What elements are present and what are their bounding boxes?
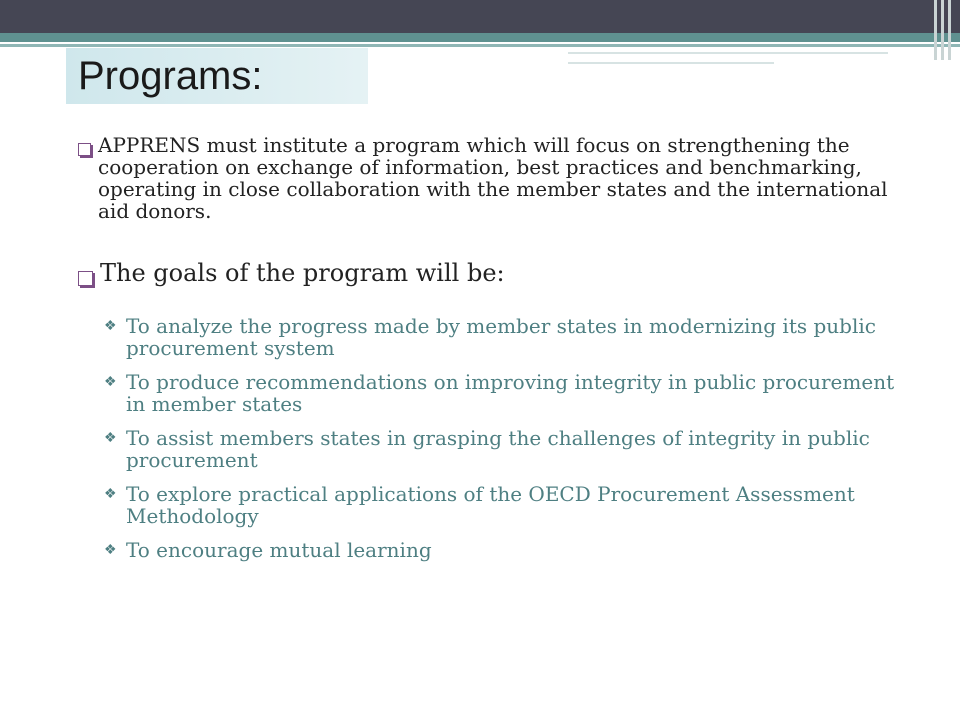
diamond-bullet-icon: ❖: [104, 430, 117, 446]
list-item: [104, 483, 908, 527]
diamond-bullet-icon: ❖: [104, 486, 117, 502]
accent-thin-line: [0, 44, 960, 47]
accent-bar: [0, 33, 960, 42]
list-item: [104, 539, 908, 561]
intro-paragraph: APPRENS must institute a program which will focus on strengthening the cooperation on exchange of information, best practices and benchmarking, operating in close collaboration with the member states and the international aid donors.: [98, 133, 888, 223]
list-item: [104, 371, 908, 415]
goal-text: To analyze the progress made by member states in modernizing its public procurement system: [126, 314, 876, 360]
square-bullet-icon: [78, 138, 98, 160]
list-item: [104, 315, 908, 359]
decorative-line: [568, 52, 888, 54]
decorative-stripe: [941, 0, 944, 60]
decorative-stripe: [934, 0, 937, 60]
intro-bullet: [78, 134, 908, 222]
decorative-stripe: [948, 0, 951, 60]
goals-list: [104, 315, 908, 561]
goals-bullet: [78, 258, 908, 293]
top-banner-bar: [0, 0, 960, 33]
diamond-bullet-icon: ❖: [104, 542, 117, 558]
list-item: [104, 427, 908, 471]
slide-content: [78, 134, 908, 573]
slide-title: Programs:: [78, 54, 263, 98]
diamond-bullet-icon: ❖: [104, 318, 117, 334]
square-bullet-icon: [78, 263, 100, 293]
goal-text: To explore practical applications of the OECD Procurement Assessment Methodology: [126, 482, 855, 528]
goal-text: To encourage mutual learning: [126, 538, 432, 562]
decorative-line: [568, 62, 774, 64]
goals-heading: The goals of the program will be:: [100, 259, 505, 287]
goal-text: To assist members states in grasping the challenges of integrity in public procurement: [126, 426, 870, 472]
goal-text: To produce recommendations on improving integrity in public procurement in member states: [126, 370, 895, 416]
diamond-bullet-icon: ❖: [104, 374, 117, 390]
